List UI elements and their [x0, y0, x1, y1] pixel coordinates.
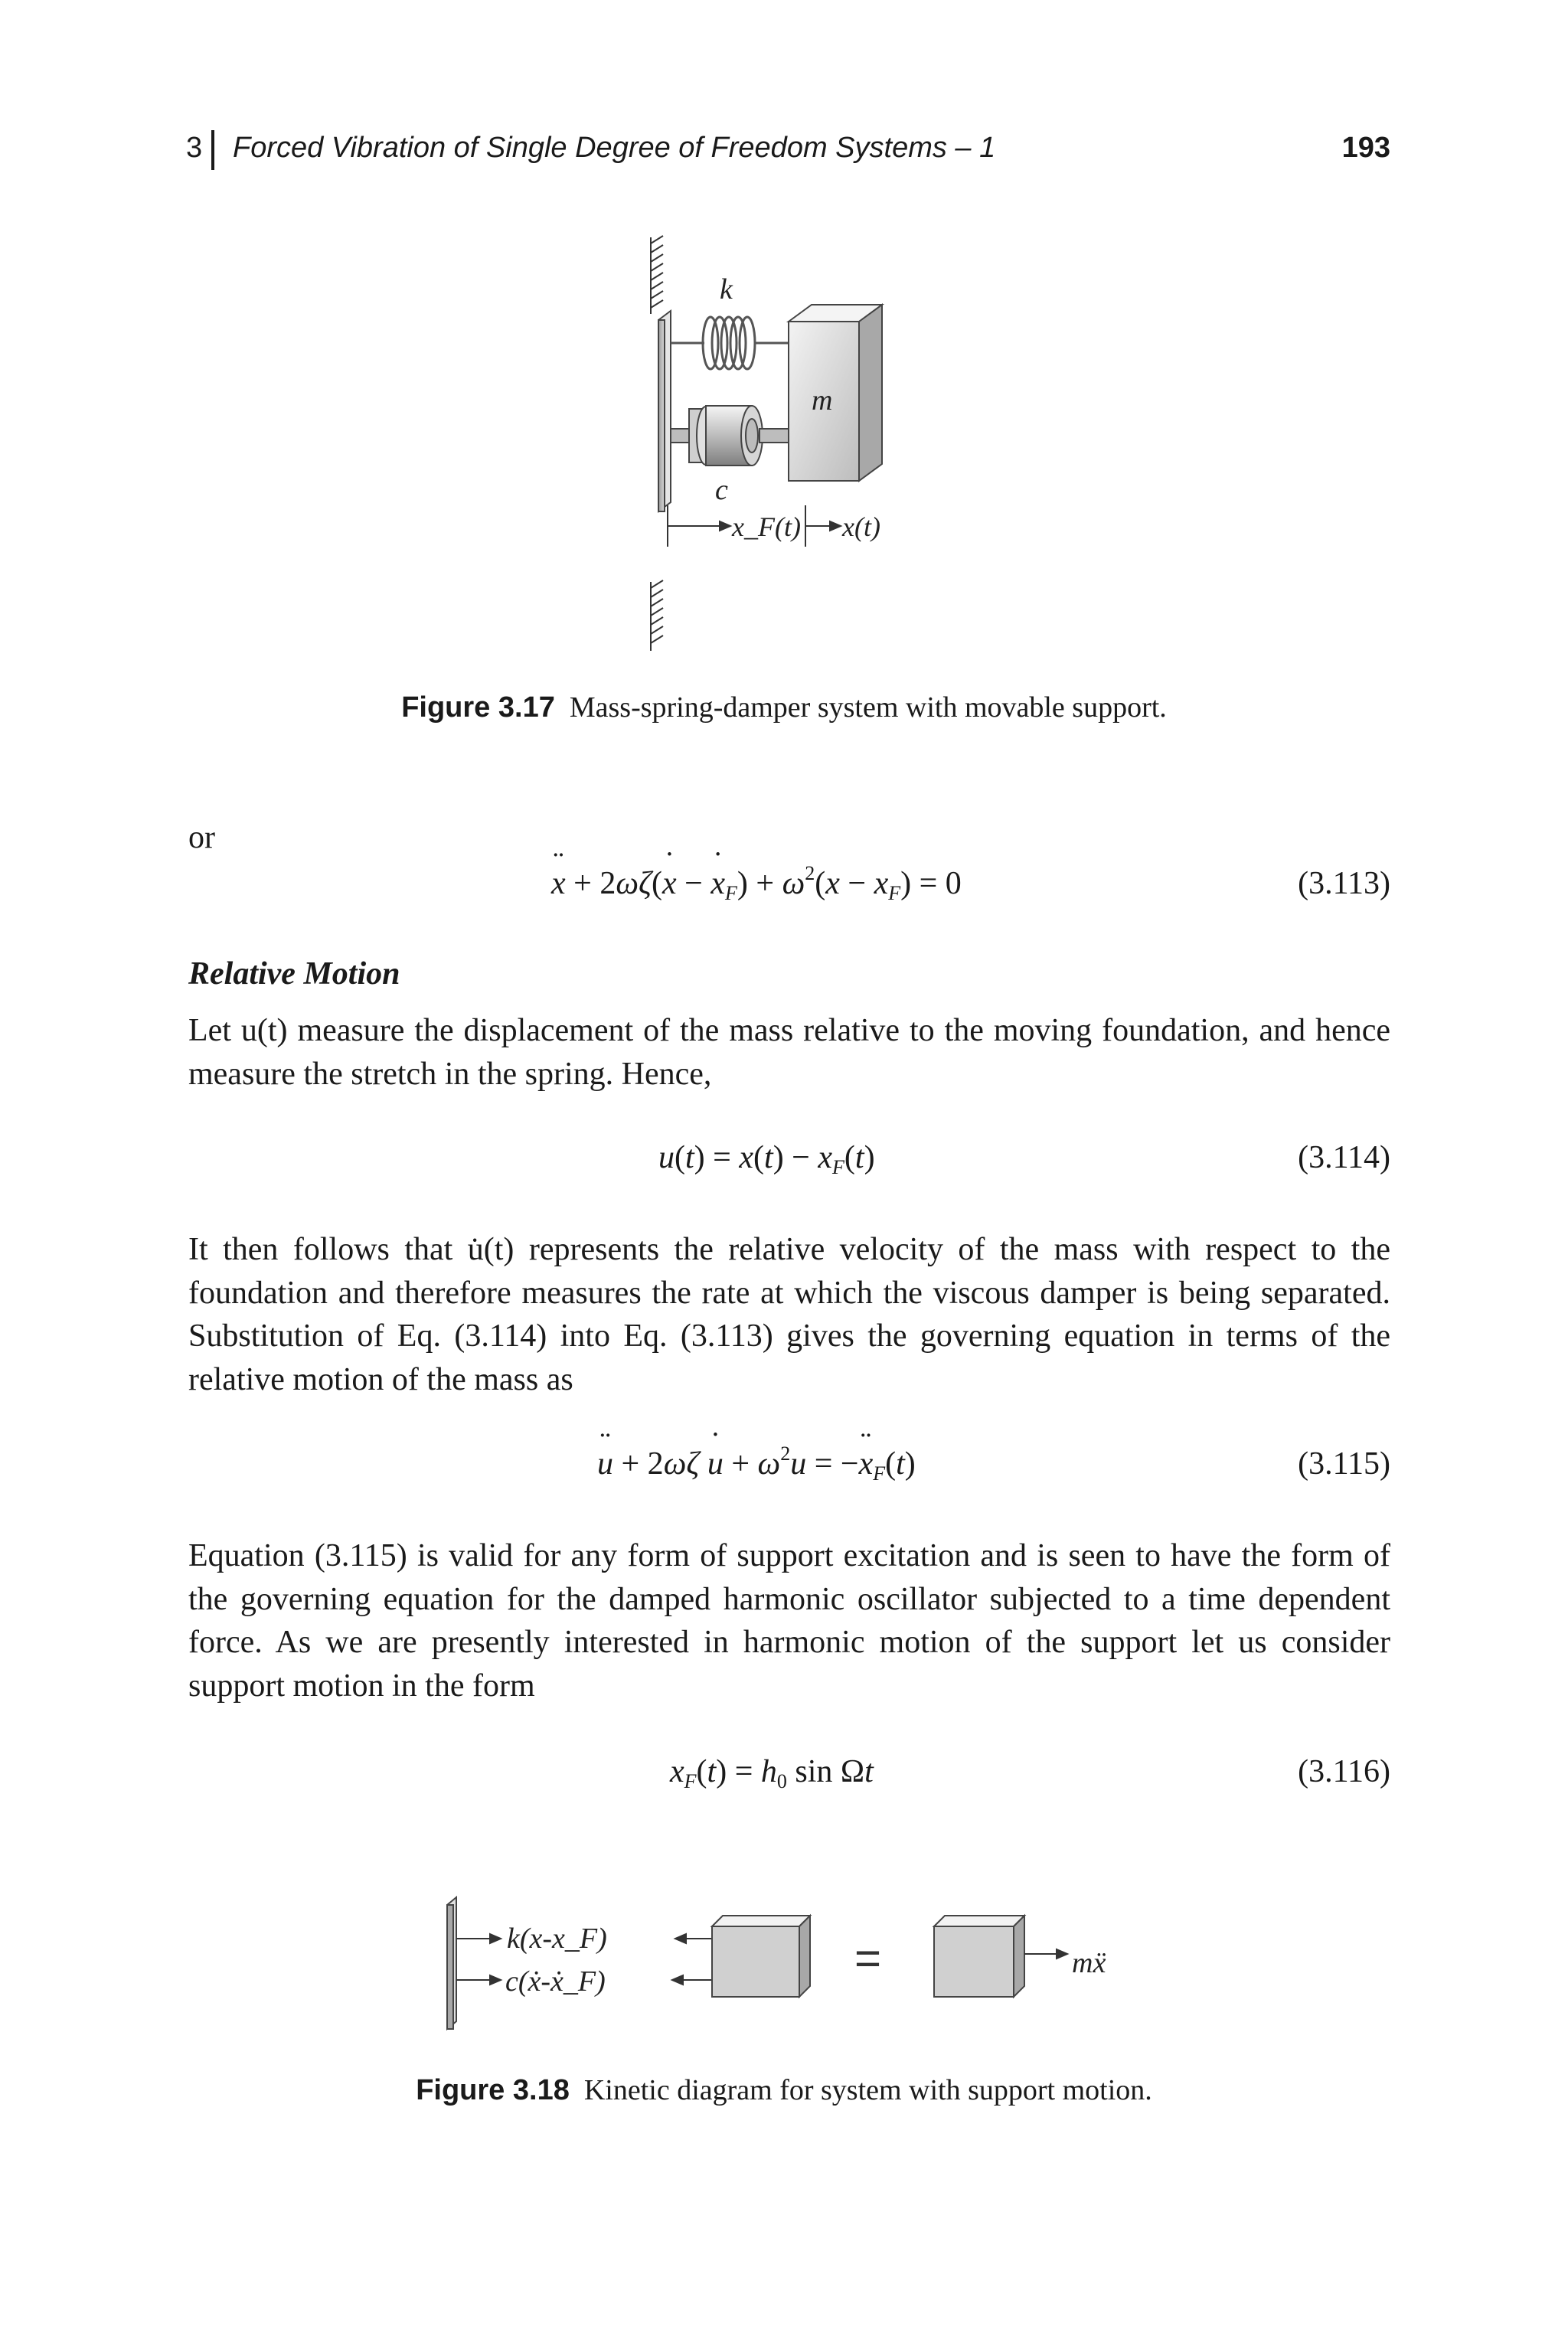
support-displacement-label: x_F(t)	[732, 511, 801, 542]
equation-3-115: u ¨ + 2ωζ u ˙ + $\omega^2u = -x$ $¨_F(t)$	[597, 1446, 916, 1482]
connector-or: or	[188, 820, 215, 855]
kinetic-support-plate	[447, 1897, 456, 2029]
section-heading-relative-motion: Relative Motion	[188, 956, 400, 992]
inertia-label: mẍ	[1072, 1947, 1106, 1979]
ground-hatch-top	[651, 236, 663, 314]
equation-number-3-113: (3.113)	[1298, 866, 1390, 901]
equation-3-114: $u(t) = x(t) - x_F(t)$	[658, 1140, 875, 1178]
support-displacement-arrow	[668, 505, 730, 547]
page-number: 193	[1341, 132, 1390, 164]
damper-force-label: c(ẋ-ẋ_F)	[505, 1965, 606, 1998]
spring-label: k	[720, 273, 733, 305]
figure-3-17-caption	[0, 691, 1568, 724]
figure-3-18-label: Figure 3.18	[416, 2074, 570, 2106]
spring-force-label: k(x-x_F)	[507, 1923, 607, 1955]
mass-displacement-label: x(t)	[842, 511, 880, 542]
equation-number-3-116: (3.116)	[1298, 1754, 1390, 1789]
damper-label: c	[715, 474, 728, 506]
paragraph-relative-motion-intro: Let u(t) measure the displacement of the mass relative to the moving foundation, and hence measure the stretch in the spring. Hence,	[188, 1013, 1390, 1092]
figure-3-17-diagram	[582, 222, 1011, 666]
spring	[671, 317, 789, 369]
inertia-arrow	[1024, 1949, 1067, 1959]
figure-3-18-caption	[0, 2073, 1568, 2107]
damper	[671, 406, 789, 466]
movable-support	[658, 311, 671, 511]
paragraph-relative-velocity: It then follows that u̇(t) represents the relative velocity of the mass with respect to the foundation and therefore measures the rate at which the viscous damper is being separated. Substitution of Eq. (3.114) into Eq. (3.113) gives the governing equation in terms of the relative motion of the mass as	[188, 1232, 1390, 1397]
equation-3-113: x ¨ + 2ωζ(x ˙ − x $˙_F) + \omega^2(x - x_F) = 0$	[551, 865, 962, 902]
chapter-number: 3	[186, 132, 203, 164]
header-divider	[211, 130, 214, 170]
chapter-title: Forced Vibration of Single Degree of Freedom Systems – 1	[233, 132, 996, 164]
mass-displacement-arrow	[805, 505, 841, 547]
ground-hatch-bottom	[651, 580, 663, 651]
free-body-block	[712, 1916, 810, 1997]
figure-3-17-caption-text: Mass-spring-damper system with movable support.	[569, 691, 1167, 724]
equation-number-3-114: (3.114)	[1298, 1140, 1390, 1175]
mass-label: m	[812, 384, 833, 417]
equation-3-116: $x_F(t) = h_0$ sin Ωt	[670, 1754, 874, 1792]
figure-3-18-diagram	[429, 1884, 1164, 2044]
figure-3-17-label: Figure 3.17	[401, 691, 555, 724]
equation-number-3-115: (3.115)	[1298, 1446, 1390, 1482]
mass-block	[789, 305, 882, 481]
equals-sign: =	[854, 1933, 882, 1984]
kinetic-block	[934, 1916, 1024, 1997]
figure-3-18-caption-text: Kinetic diagram for system with support motion.	[583, 2074, 1152, 2106]
paragraph-support-excitation: Equation (3.115) is valid for any form of support excitation and is seen to have the form of the governing equation for the damped harmonic oscillator subjected to a time dependent force. As we are presently interested in harmonic motion of the support let us consider support motion in the form	[188, 1538, 1390, 1704]
